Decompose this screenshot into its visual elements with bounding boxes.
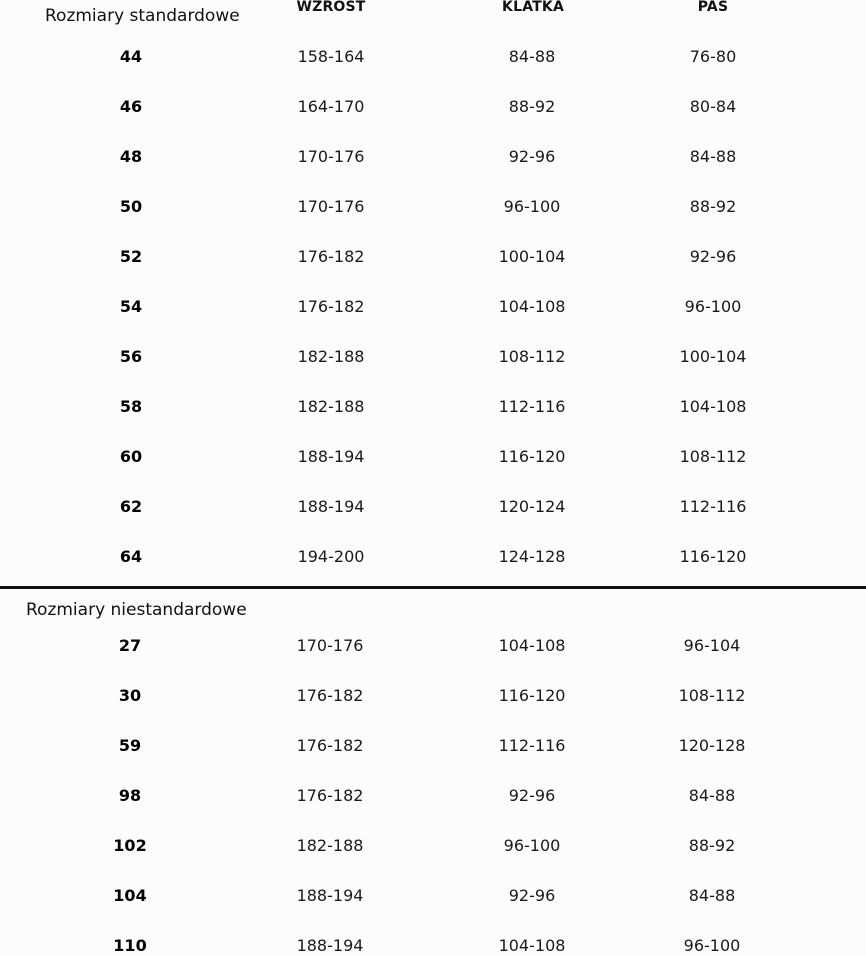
table-row (0, 686, 866, 706)
size-cell: 30 (118, 686, 142, 705)
height-cell: 170-176 (297, 147, 365, 166)
size-cell: 58 (119, 397, 143, 416)
table-row (0, 786, 866, 806)
chest-cell: 124-128 (498, 547, 566, 566)
size-cell: 48 (119, 147, 143, 166)
chest-cell: 88-92 (508, 97, 556, 116)
header-height: WZROST (296, 0, 366, 15)
table-row (0, 97, 866, 117)
size-cell: 44 (119, 47, 143, 66)
height-cell: 194-200 (297, 547, 365, 566)
size-cell: 50 (119, 197, 143, 216)
section-divider (0, 586, 866, 589)
height-cell: 182-188 (296, 836, 364, 855)
table-row (0, 147, 866, 167)
size-cell: 98 (118, 786, 142, 805)
size-cell: 52 (119, 247, 143, 266)
table-row (0, 636, 866, 656)
table-row (0, 397, 866, 417)
table-row (0, 297, 866, 317)
height-cell: 170-176 (297, 197, 365, 216)
chest-cell: 104-108 (498, 636, 566, 655)
chest-cell: 100-104 (498, 247, 566, 266)
size-cell: 27 (118, 636, 142, 655)
waist-cell: 96-104 (683, 636, 741, 655)
table-row (0, 547, 866, 567)
table-row (0, 447, 866, 467)
chest-cell: 92-96 (508, 147, 556, 166)
height-cell: 176-182 (297, 297, 365, 316)
standard-sizes-title: Rozmiary standardowe (45, 6, 240, 26)
waist-cell: 84-88 (688, 786, 736, 805)
chest-cell: 96-100 (503, 197, 561, 216)
height-cell: 182-188 (297, 397, 365, 416)
height-cell: 170-176 (296, 636, 364, 655)
chest-cell: 92-96 (508, 786, 556, 805)
table-row (0, 497, 866, 517)
size-cell: 60 (119, 447, 143, 466)
size-cell: 54 (119, 297, 143, 316)
table-row (0, 247, 866, 267)
chest-cell: 112-116 (498, 397, 566, 416)
waist-cell: 76-80 (689, 47, 737, 66)
table-row (0, 736, 866, 756)
chest-cell: 104-108 (498, 936, 566, 955)
waist-cell: 84-88 (689, 147, 737, 166)
height-cell: 176-182 (296, 686, 364, 705)
height-cell: 188-194 (297, 497, 365, 516)
chest-cell: 104-108 (498, 297, 566, 316)
waist-cell: 88-92 (688, 836, 736, 855)
table-row (0, 347, 866, 367)
waist-cell: 80-84 (689, 97, 737, 116)
waist-cell: 120-128 (678, 736, 746, 755)
chest-cell: 112-116 (498, 736, 566, 755)
waist-cell: 108-112 (679, 447, 747, 466)
chest-cell: 96-100 (503, 836, 561, 855)
size-cell: 62 (119, 497, 143, 516)
table-row (0, 886, 866, 906)
height-cell: 164-170 (297, 97, 365, 116)
chest-cell: 92-96 (508, 886, 556, 905)
chest-cell: 108-112 (498, 347, 566, 366)
waist-cell: 100-104 (679, 347, 747, 366)
height-cell: 188-194 (296, 886, 364, 905)
table-row (0, 197, 866, 217)
size-cell: 104 (113, 886, 147, 905)
header-chest: KLATKA (502, 0, 564, 15)
height-cell: 188-194 (296, 936, 364, 955)
size-cell: 64 (119, 547, 143, 566)
height-cell: 188-194 (297, 447, 365, 466)
waist-cell: 92-96 (689, 247, 737, 266)
nonstandard-sizes-title: Rozmiary niestandardowe (26, 600, 247, 620)
height-cell: 182-188 (297, 347, 365, 366)
table-row (0, 836, 866, 856)
chest-cell: 116-120 (498, 447, 566, 466)
height-cell: 176-182 (296, 786, 364, 805)
waist-cell: 104-108 (679, 397, 747, 416)
waist-cell: 96-100 (684, 297, 742, 316)
height-cell: 158-164 (297, 47, 365, 66)
waist-cell: 108-112 (678, 686, 746, 705)
size-cell: 59 (118, 736, 142, 755)
waist-cell: 116-120 (679, 547, 747, 566)
waist-cell: 84-88 (688, 886, 736, 905)
waist-cell: 88-92 (689, 197, 737, 216)
chest-cell: 120-124 (498, 497, 566, 516)
size-cell: 110 (113, 936, 147, 955)
chest-cell: 116-120 (498, 686, 566, 705)
size-cell: 56 (119, 347, 143, 366)
waist-cell: 112-116 (679, 497, 747, 516)
table-row (0, 47, 866, 67)
table-row (0, 936, 866, 956)
chest-cell: 84-88 (508, 47, 556, 66)
header-waist: PAS (697, 0, 729, 15)
height-cell: 176-182 (297, 247, 365, 266)
size-cell: 102 (113, 836, 147, 855)
height-cell: 176-182 (296, 736, 364, 755)
waist-cell: 96-100 (683, 936, 741, 955)
size-cell: 46 (119, 97, 143, 116)
